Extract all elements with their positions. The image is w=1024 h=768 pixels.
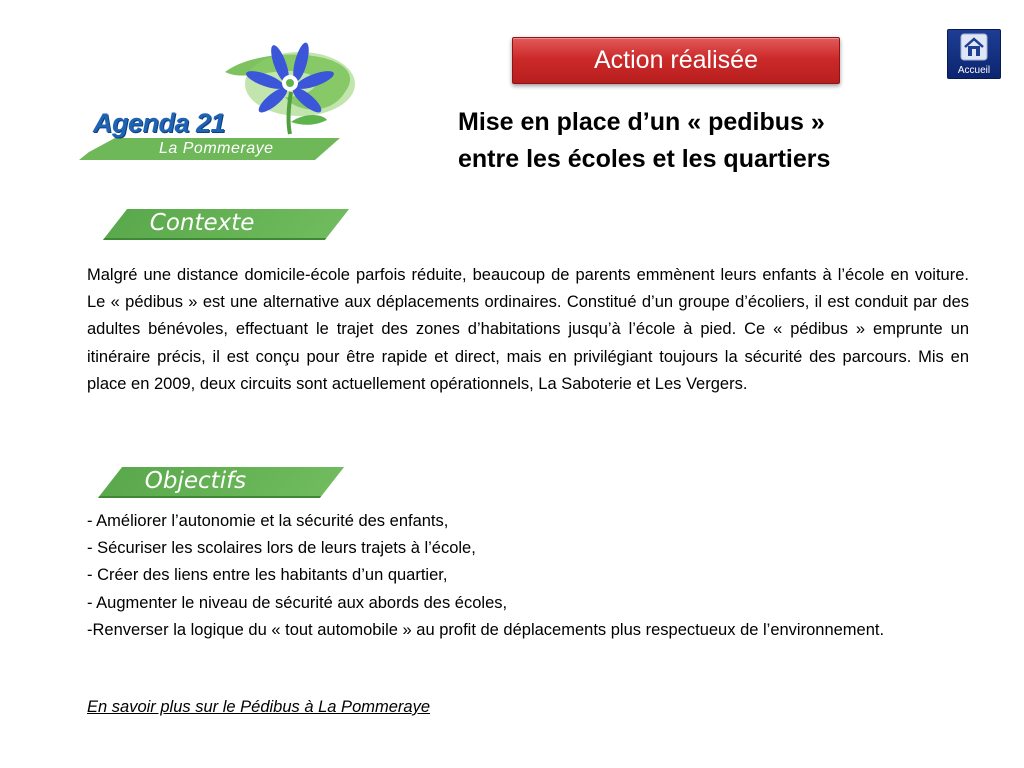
list-item: -Renverser la logique du « tout automobile » au profit de déplacements plus respectueux de l’environnement. bbox=[87, 620, 885, 639]
context-section-header bbox=[103, 209, 349, 240]
action-status-badge: Action réalisée bbox=[512, 37, 840, 84]
context-paragraph: Malgré une distance domicile-école parfois réduite, beaucoup de parents emmènent leurs enfants à l’école en voiture. Le « pédibus » est une alternative aux déplacements ordinaires. Constitué d’un groupe d’écoliers, il est conduit par des adultes bénévoles, effectuant le trajet des zones d’habitations jusqu’à l’école à pied. Ce « pédibus » emprunte un itinéraire précis, il est conçu pour être rapide et direct, mais en privilégiant toujours la sécurité des parcours. Mis en place en 2009, deux circuits sont actuellement opérationnels, La Saboterie et Les Vergers. bbox=[87, 266, 969, 393]
list-item: - Améliorer l’autonomie et la sécurité des enfants, bbox=[87, 512, 449, 530]
more-info-link[interactable]: En savoir plus sur le Pédibus à La Pommeraye bbox=[87, 698, 431, 716]
list-item: - Sécuriser les scolaires lors de leurs trajets à l’école, bbox=[87, 539, 476, 558]
title-line-1: Mise en place d’un « pedibus » bbox=[458, 108, 825, 136]
objectives-heading: Objectifs bbox=[144, 468, 247, 494]
agenda21-logo bbox=[75, 42, 365, 172]
logo-title: Agenda 21 bbox=[93, 108, 226, 138]
objectives-section-header bbox=[98, 467, 344, 498]
list-item: - Créer des liens entre les habitants d’un quartier, bbox=[87, 566, 448, 585]
page-title bbox=[458, 104, 918, 178]
list-item: - Augmenter le niveau de sécurité aux abords des écoles, bbox=[87, 593, 508, 612]
context-heading: Contexte bbox=[149, 210, 255, 236]
objectives-list bbox=[87, 508, 969, 644]
home-icon bbox=[960, 33, 988, 61]
home-button[interactable] bbox=[947, 29, 1001, 79]
home-label: Accueil bbox=[957, 65, 991, 76]
title-line-2: entre les écoles et les quartiers bbox=[458, 145, 831, 173]
logo-subtitle: La Pommeraye bbox=[159, 140, 274, 157]
